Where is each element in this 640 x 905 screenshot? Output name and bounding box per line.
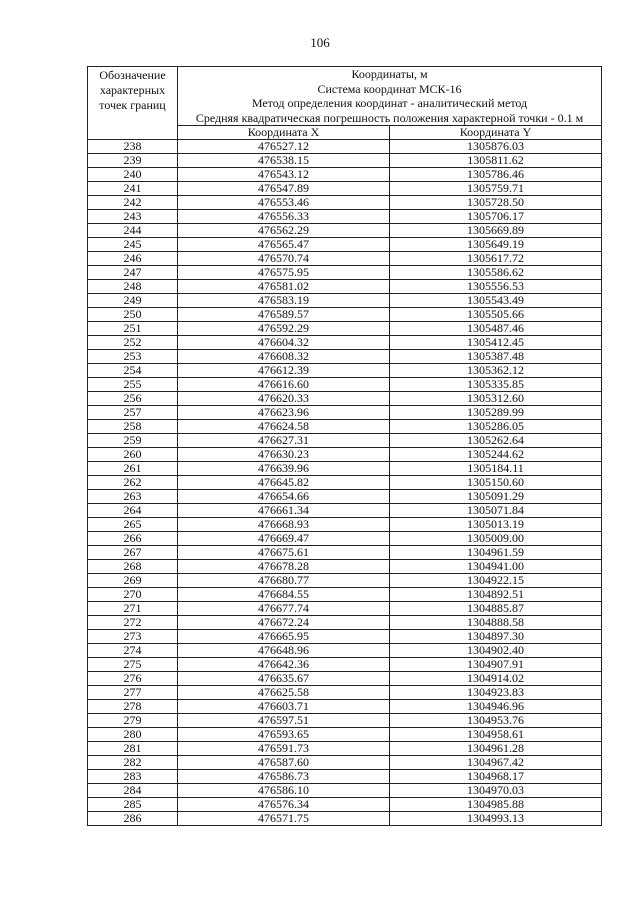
point-label-header-line: Обозначение [99,68,166,82]
point-number-cell: 254 [88,364,178,378]
coordinate-x-cell: 476645.82 [178,476,390,490]
point-number-cell: 244 [88,224,178,238]
coordinate-x-cell: 476583.19 [178,294,390,308]
table-row [88,658,602,672]
coordinate-x-cell: 476620.33 [178,392,390,406]
coordinate-x-cell: 476592.29 [178,322,390,336]
coordinate-x-cell: 476678.28 [178,560,390,574]
point-number-cell: 274 [88,644,178,658]
coordinate-y-cell: 1305362.12 [390,364,602,378]
table-row [88,392,602,406]
table-row [88,560,602,574]
table-row [88,140,602,154]
coordinate-y-cell: 1305244.62 [390,448,602,462]
coordinate-x-cell: 476639.96 [178,462,390,476]
table-row [88,714,602,728]
point-number-cell: 242 [88,196,178,210]
coordinate-x-cell: 476665.95 [178,630,390,644]
table-row [88,238,602,252]
table-row [88,322,602,336]
point-number-cell: 246 [88,252,178,266]
table-row [88,532,602,546]
table-row [88,350,602,364]
coordinate-x-cell: 476581.02 [178,280,390,294]
point-number-cell: 283 [88,770,178,784]
table-row [88,546,602,560]
coordinate-y-cell: 1304914.02 [390,672,602,686]
table-row [88,168,602,182]
point-number-cell: 239 [88,154,178,168]
coordinates-table [87,66,602,826]
coordinate-x-cell: 476570.74 [178,252,390,266]
coordinate-y-cell: 1305412.45 [390,336,602,350]
coordinate-x-cell: 476669.47 [178,532,390,546]
coordinate-y-cell: 1304985.88 [390,798,602,812]
point-number-cell: 251 [88,322,178,336]
coordinate-y-cell: 1304922.15 [390,574,602,588]
point-number-cell: 282 [88,756,178,770]
point-number-cell: 271 [88,602,178,616]
table-row [88,378,602,392]
coordinate-x-cell: 476589.57 [178,308,390,322]
coordinate-x-cell: 476597.51 [178,714,390,728]
coordinate-x-cell: 476543.12 [178,168,390,182]
coordinate-x-cell: 476684.55 [178,588,390,602]
coordinate-x-cell: 476565.47 [178,238,390,252]
table-row [88,266,602,280]
coordinate-y-cell: 1305759.71 [390,182,602,196]
title-line: Средняя квадратическая погрешность положения характерной точки - 0.1 м [195,110,584,125]
point-number-cell: 257 [88,406,178,420]
table-row [88,294,602,308]
point-number-cell: 265 [88,518,178,532]
coordinate-y-cell: 1305289.99 [390,406,602,420]
title-line: Метод определения координат - аналитический метод [251,96,528,110]
coordinate-x-cell: 476675.61 [178,546,390,560]
coordinate-y-cell: 1305649.19 [390,238,602,252]
coordinate-y-cell: 1304902.40 [390,644,602,658]
point-number-cell: 258 [88,420,178,434]
table-row [88,700,602,714]
coordinate-x-cell: 476625.58 [178,686,390,700]
table-row [88,196,602,210]
point-number-cell: 267 [88,546,178,560]
table-header-row [88,67,602,126]
coordinate-y-cell: 1305706.17 [390,210,602,224]
point-number-cell: 252 [88,336,178,350]
coordinate-x-cell: 476562.29 [178,224,390,238]
point-number-cell: 238 [88,140,178,154]
table-row [88,210,602,224]
coordinate-x-cell: 476654.66 [178,490,390,504]
coordinate-y-cell: 1304961.59 [390,546,602,560]
coordinate-x-cell: 476668.93 [178,518,390,532]
coordinate-y-cell: 1305876.03 [390,140,602,154]
title-line: Система координат МСК-16 [317,81,462,96]
coordinate-y-cell: 1304993.13 [390,812,602,826]
table-row [88,462,602,476]
table-row [88,280,602,294]
table-row [88,686,602,700]
title-line: Координаты, м [351,67,428,81]
point-number-cell: 255 [88,378,178,392]
coordinate-x-cell: 476538.15 [178,154,390,168]
coordinate-x-cell: 476616.60 [178,378,390,392]
coordinate-x-cell: 476587.60 [178,756,390,770]
point-number-cell: 275 [88,658,178,672]
coordinate-x-cell: 476648.96 [178,644,390,658]
table-row [88,308,602,322]
point-number-cell: 278 [88,700,178,714]
coordinate-y-cell: 1305617.72 [390,252,602,266]
coordinate-x-cell: 476603.71 [178,700,390,714]
point-number-cell: 285 [88,798,178,812]
table-row [88,756,602,770]
point-number-cell: 280 [88,728,178,742]
coordinate-y-cell: 1304923.83 [390,686,602,700]
coordinate-x-cell: 476553.46 [178,196,390,210]
coordinate-x-header: Координата X [178,126,390,140]
coordinate-y-cell: 1305312.60 [390,392,602,406]
coordinate-y-cell: 1305728.50 [390,196,602,210]
table-row [88,672,602,686]
coordinate-x-cell: 476586.10 [178,784,390,798]
point-number-cell: 241 [88,182,178,196]
point-number-cell: 260 [88,448,178,462]
coordinate-x-cell: 476556.33 [178,210,390,224]
table-row [88,336,602,350]
coordinate-x-cell: 476608.32 [178,350,390,364]
point-number-cell: 249 [88,294,178,308]
coordinate-x-cell: 476642.36 [178,658,390,672]
point-number-cell: 245 [88,238,178,252]
coordinate-x-cell: 476547.89 [178,182,390,196]
coordinate-x-cell: 476630.23 [178,448,390,462]
coordinate-x-cell: 476677.74 [178,602,390,616]
coordinate-x-cell: 476604.32 [178,336,390,350]
coordinate-x-cell: 476593.65 [178,728,390,742]
point-number-cell: 253 [88,350,178,364]
coordinate-y-cell: 1305262.64 [390,434,602,448]
point-number-cell: 276 [88,672,178,686]
coordinate-y-cell: 1305184.11 [390,462,602,476]
coordinate-y-cell: 1305009.00 [390,532,602,546]
point-number-cell: 261 [88,462,178,476]
coordinate-y-cell: 1305669.89 [390,224,602,238]
coordinate-x-cell: 476623.96 [178,406,390,420]
point-number-cell: 247 [88,266,178,280]
table-row [88,588,602,602]
coordinate-x-cell: 476575.95 [178,266,390,280]
point-label-header-line: точек границ [99,98,166,112]
coordinate-y-cell: 1305543.49 [390,294,602,308]
coordinate-x-cell: 476612.39 [178,364,390,378]
coordinate-y-cell: 1305286.05 [390,420,602,434]
table-row [88,476,602,490]
table-row [88,742,602,756]
coordinate-y-cell: 1304946.96 [390,700,602,714]
coordinate-x-cell: 476624.58 [178,420,390,434]
table-row [88,448,602,462]
coordinate-x-cell: 476576.34 [178,798,390,812]
coordinate-y-cell: 1305091.29 [390,490,602,504]
coordinate-y-cell: 1305487.46 [390,322,602,336]
point-number-cell: 270 [88,588,178,602]
point-number-cell: 264 [88,504,178,518]
coordinate-y-cell: 1305556.53 [390,280,602,294]
coordinate-x-cell: 476571.75 [178,812,390,826]
table-row [88,182,602,196]
coordinate-y-cell: 1304941.00 [390,560,602,574]
coordinate-y-cell: 1304897.30 [390,630,602,644]
table-row [88,616,602,630]
coordinate-x-cell: 476527.12 [178,140,390,154]
coordinate-y-cell: 1304892.51 [390,588,602,602]
coordinate-y-cell: 1305013.19 [390,518,602,532]
coordinate-y-cell: 1305387.48 [390,350,602,364]
coordinate-y-cell: 1304967.42 [390,756,602,770]
table-row [88,364,602,378]
table-row [88,644,602,658]
table-row [88,518,602,532]
coordinate-y-header: Координата Y [390,126,602,140]
point-label-header [88,67,178,140]
point-number-cell: 268 [88,560,178,574]
point-number-cell: 266 [88,532,178,546]
coordinate-x-cell: 476586.73 [178,770,390,784]
point-number-cell: 284 [88,784,178,798]
table-row [88,490,602,504]
point-number-cell: 259 [88,434,178,448]
point-number-cell: 279 [88,714,178,728]
point-number-cell: 256 [88,392,178,406]
point-number-cell: 281 [88,742,178,756]
point-number-cell: 277 [88,686,178,700]
table-row [88,784,602,798]
coordinate-y-cell: 1304907.91 [390,658,602,672]
coordinate-x-cell: 476591.73 [178,742,390,756]
coordinate-y-cell: 1305786.46 [390,168,602,182]
table-row [88,252,602,266]
point-label-header-line: характерных [99,83,166,97]
point-number-cell: 263 [88,490,178,504]
coordinate-y-cell: 1305335.85 [390,378,602,392]
table-row [88,728,602,742]
coordinate-x-cell: 476672.24 [178,616,390,630]
coordinate-y-cell: 1304970.03 [390,784,602,798]
coordinate-x-cell: 476627.31 [178,434,390,448]
point-number-cell: 250 [88,308,178,322]
point-number-cell: 269 [88,574,178,588]
coordinate-x-cell: 476661.34 [178,504,390,518]
point-number-cell: 286 [88,812,178,826]
coordinate-y-cell: 1304961.28 [390,742,602,756]
table-row [88,602,602,616]
point-number-cell: 243 [88,210,178,224]
table-row [88,154,602,168]
point-number-cell: 248 [88,280,178,294]
coordinate-y-cell: 1304953.76 [390,714,602,728]
table-row [88,798,602,812]
table-row [88,420,602,434]
coordinate-y-cell: 1305505.66 [390,308,602,322]
table-row [88,224,602,238]
coordinate-x-cell: 476635.67 [178,672,390,686]
coordinate-y-cell: 1305071.84 [390,504,602,518]
point-number-cell: 240 [88,168,178,182]
table-row [88,812,602,826]
coordinate-y-cell: 1304958.61 [390,728,602,742]
table-row [88,504,602,518]
coordinate-y-cell: 1304968.17 [390,770,602,784]
point-number-cell: 273 [88,630,178,644]
coordinate-y-cell: 1305586.62 [390,266,602,280]
point-number-cell: 272 [88,616,178,630]
table-row [88,574,602,588]
coordinate-x-cell: 476680.77 [178,574,390,588]
table-row [88,434,602,448]
coordinate-y-cell: 1304885.87 [390,602,602,616]
table-row [88,770,602,784]
point-number-cell: 262 [88,476,178,490]
coordinate-y-cell: 1304888.58 [390,616,602,630]
page-number: 106 [310,35,330,50]
table-row [88,406,602,420]
coordinate-y-cell: 1305811.62 [390,154,602,168]
coordinates-title-header [178,67,602,126]
coordinate-y-cell: 1305150.60 [390,476,602,490]
table-row [88,630,602,644]
